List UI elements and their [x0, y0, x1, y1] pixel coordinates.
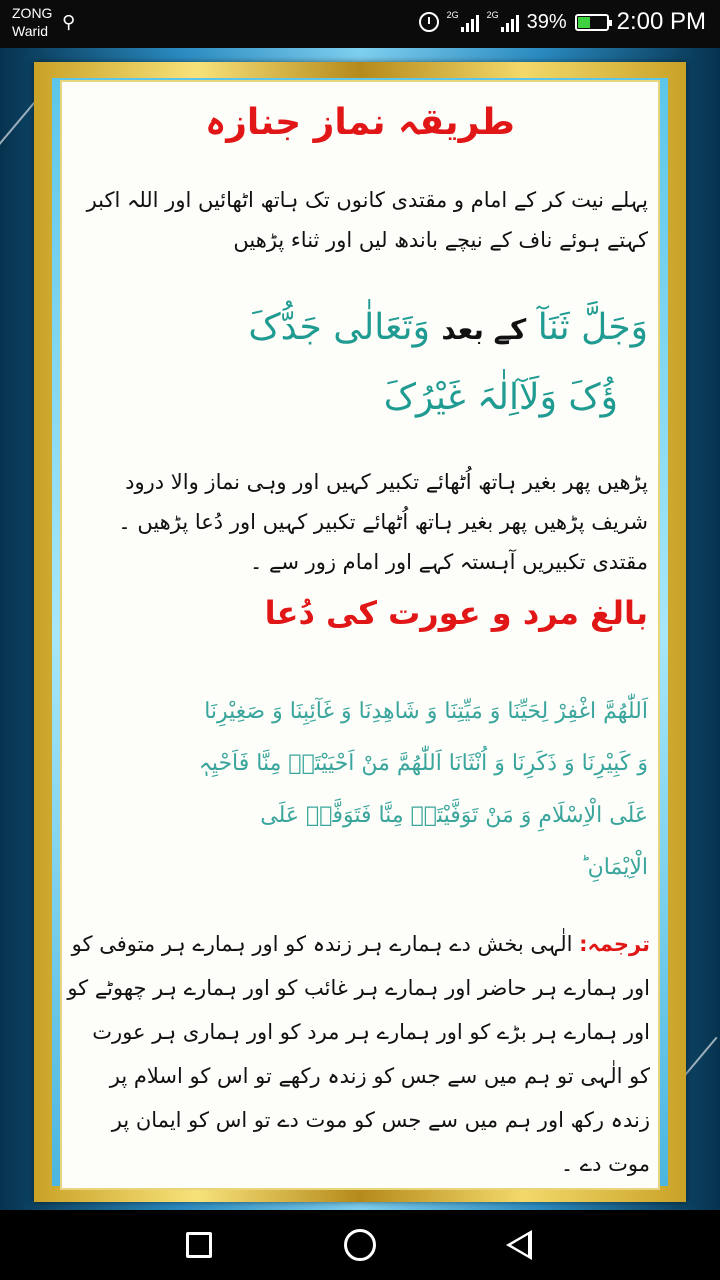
arabic-line-1 — [68, 302, 648, 356]
article — [62, 82, 658, 1188]
battery-icon — [575, 14, 609, 31]
back-icon[interactable] — [506, 1230, 532, 1260]
arabic-line-2: ؤُکَ وَلَآاِلٰہَ غَیْرُکَ — [383, 377, 618, 418]
translation-text: الٰہی بخش دے ہمارے ہر زندہ کو اور ہمارے ہر متوفی کو اور ہمارے ہر حاضر اور ہمارے ہر غائب کو اور ہمارے ہر چھوٹے کو اور ہمارے ہر بڑے کو اور ہمارے ہر مرد کو اور ہماری ہر عورت کو الٰہی تو ہم میں سے جس کو زندہ رکھے تو اس کو اسلام پر زندہ رکھ اور ہم میں سے جس کو موت دے تو اس کو ایمان پر موت دے ۔ — [67, 932, 650, 1176]
home-icon[interactable] — [344, 1229, 376, 1261]
page-title: طریقہ نماز جنازہ — [205, 102, 515, 143]
dua-line: وَ کَبِیْرِنَا وَ ذَکَرِنَا وَ اُنْثَانَا اَللّٰھُمَّ مَنْ اَحْیَیْتَہٗ مِنَّا فَاَحْیِہٖ — [198, 751, 648, 776]
carrier-primary: ZONG — [12, 5, 53, 21]
carrier-secondary: Warid — [12, 23, 49, 39]
signal-icon-2 — [487, 12, 519, 32]
dua-text — [68, 686, 648, 894]
status-bar — [0, 0, 720, 48]
arabic-phrase-a: وَتَعَالٰی جَدُّکَ — [248, 307, 430, 348]
navigation-bar — [0, 1210, 720, 1280]
signal-icon-1 — [447, 12, 479, 32]
usb-icon: ⚲ — [62, 12, 76, 33]
network-type-2: 2G — [486, 10, 499, 20]
section-subtitle: بالغ مرد و عورت کی دُعا — [264, 594, 648, 632]
instruction-paragraph: پڑھیں پھر بغیر ہاتھ اُٹھائے تکبیر کہیں اور وہی نماز والا درود شریف پڑھیں پھر بغیر ہاتھ اُٹھائے تکبیر کہیں اور دُعا پڑھیں ۔ مقتدی تکبیریں آہستہ کہے اور امام زور سے ۔ — [118, 470, 648, 574]
recent-apps-icon[interactable] — [186, 1232, 212, 1258]
carrier-info — [12, 4, 52, 40]
clock: 2:00 PM — [616, 8, 706, 35]
intro-paragraph: پہلے نیت کر کے امام و مقتدی کانوں تک ہاتھ اٹھائیں اور اللہ اکبر کہتے ہوئے ناف کے نیچے باندھ لیں اور ثناء پڑھیں — [86, 188, 648, 252]
alarm-icon — [419, 12, 439, 32]
translation-block — [66, 922, 650, 1186]
network-type-1: 2G — [446, 10, 459, 20]
arabic-phrase-b: وَجَلَّ ثَنَآ — [537, 307, 648, 348]
status-icons — [419, 8, 706, 36]
battery-percent: 39% — [526, 10, 567, 33]
arabic-connector: کے بعد — [441, 313, 527, 346]
dua-line: عَلَی الْاِسْلَامِ وَ مَنْ تَوَفَّیْتَہٗ مِنَّا فَتَوَفَّہٗ عَلَی — [260, 803, 648, 828]
dua-line: الْاِیْمَانِ ؕ — [580, 855, 648, 880]
dua-line: اَللّٰھُمَّ اغْفِرْ لِحَیِّنَا وَ مَیِّتِنَا وَ شَاھِدِنَا وَ غَآئِبِنَا وَ صَغِیْرِنَا — [204, 699, 648, 724]
translation-label: ترجمہ: — [579, 932, 650, 956]
content-page — [60, 80, 660, 1190]
